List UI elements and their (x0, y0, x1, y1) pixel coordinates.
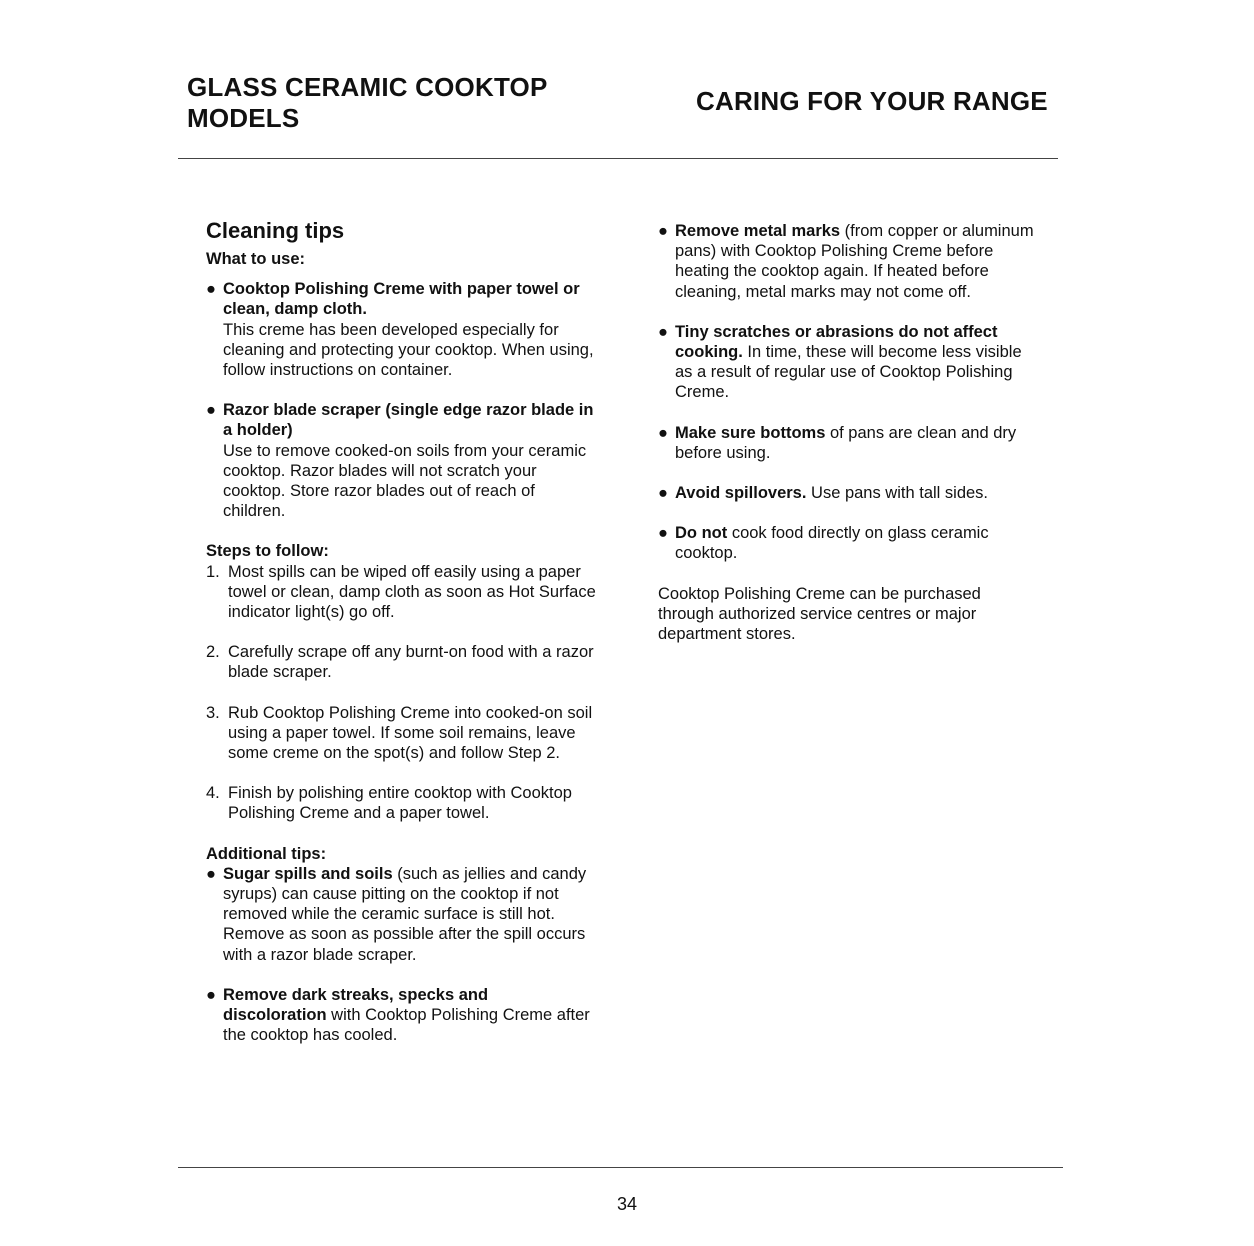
use-item-title: Cooktop Polishing Creme with paper towel or clean, damp cloth. (223, 280, 580, 319)
page-number: 34 (616, 1194, 638, 1214)
bullet-icon: ● (206, 864, 216, 883)
right-column (658, 221, 1038, 644)
use-item-text: Use to remove cooked-on soils from your ceramic cooktop. Razor blades will not scratch your cooktop. Store razor blades out of reach of children. (223, 441, 587, 521)
step-text: Most spills can be wiped off easily using a paper towel or clean, damp cloth as soon as Hot Surface indicator light(s) go off. (228, 562, 596, 622)
additional-tips-heading: Additional tips: (206, 844, 327, 863)
section-title: Cleaning tips (206, 218, 345, 243)
step-text: Rub Cooktop Polishing Creme into cooked-on soil using a paper towel. If some soil remains, leave some creme on the spot(s) and follow Step 2. (228, 703, 593, 763)
step-text: Carefully scrape off any burnt-on food with a razor blade scraper. (228, 643, 594, 682)
bullet-icon: ● (658, 423, 668, 442)
tip-clean-bottoms (658, 423, 1038, 463)
tip-bold-lead: Sugar spills and soils (223, 864, 393, 883)
bullet-icon: ● (658, 222, 668, 240)
tip-bold-lead: Avoid spillovers. (675, 484, 807, 503)
tip-tiny-scratches (658, 322, 1038, 403)
use-item-text: This creme has been developed especially for cleaning and protecting your cooktop. When using, follow instructions on container. (223, 320, 594, 380)
step-4 (206, 783, 596, 823)
tip-text: In time, these will become less visible as a result of regular use of Cooktop Polishing Creme. (675, 343, 1022, 402)
purchase-note: Cooktop Polishing Creme can be purchased through authorized service centres or major department stores. (658, 584, 981, 644)
tip-text: of pans are clean and dry before using. (675, 423, 1017, 462)
tip-text: Use pans with tall sides. (806, 484, 989, 503)
use-item-title: Razor blade scraper (single edge razor blade in a holder) (223, 401, 594, 440)
step-number: 1. (206, 562, 220, 581)
tip-text: (from copper or aluminum pans) with Cooktop Polishing Creme before heating the cooktop again. If heated before cleaning, metal marks may not come off. (675, 222, 1034, 301)
tip-do-not (658, 523, 1038, 563)
tip-metal-marks (658, 221, 1038, 302)
step-number: 3. (206, 703, 220, 722)
bullet-icon: ● (658, 484, 668, 503)
use-item-razor-scraper (206, 400, 596, 521)
what-to-use-heading: What to use: (206, 250, 305, 268)
tip-text: (such as jellies and candy syrups) can cause pitting on the cooktop if not removed while the ceramic surface is still hot. Remove as soon as possible after the spill occurs with a razor blade scraper. (223, 864, 587, 964)
tip-bold-lead: Remove dark streaks, specks and discoloration (223, 985, 489, 1025)
left-column (206, 217, 596, 1046)
step-1 (206, 562, 596, 623)
header-title-line-2: MODELS (187, 103, 300, 133)
step-number: 4. (206, 784, 220, 803)
step-3 (206, 703, 596, 764)
tip-bold-lead: Remove metal marks (675, 222, 841, 240)
bullet-icon: ● (206, 401, 216, 420)
bullet-icon: ● (206, 280, 216, 299)
tip-text: cook food directly on glass ceramic cooktop. (675, 524, 989, 563)
header-title-line-1: GLASS CERAMIC COOKTOP (187, 72, 548, 102)
tip-bold-lead: Tiny scratches or abrasions do not affect cooking. (675, 322, 998, 362)
page-header-right: CARING FOR YOUR RANGE (696, 86, 1048, 116)
additional-tip-sugar-spills (206, 864, 596, 965)
step-text: Finish by polishing entire cooktop with Cooktop Polishing Creme and a paper towel. (228, 784, 572, 823)
top-divider (178, 158, 1058, 159)
additional-tip-dark-streaks (206, 985, 596, 1046)
bullet-icon: ● (206, 985, 216, 1004)
tip-bold-lead: Make sure bottoms (675, 423, 826, 442)
bullet-icon: ● (658, 524, 668, 543)
tip-text: with Cooktop Polishing Creme after the cooktop has cooled. (223, 1006, 590, 1045)
steps-heading: Steps to follow: (206, 542, 329, 561)
bottom-divider (178, 1167, 1063, 1168)
tip-bold-lead: Do not (675, 524, 728, 543)
page-header-left (187, 72, 607, 134)
use-item-polishing-creme (206, 279, 596, 380)
step-number: 2. (206, 643, 220, 662)
bullet-icon: ● (658, 322, 668, 341)
step-2 (206, 642, 596, 682)
tip-avoid-spillovers (658, 483, 1038, 503)
